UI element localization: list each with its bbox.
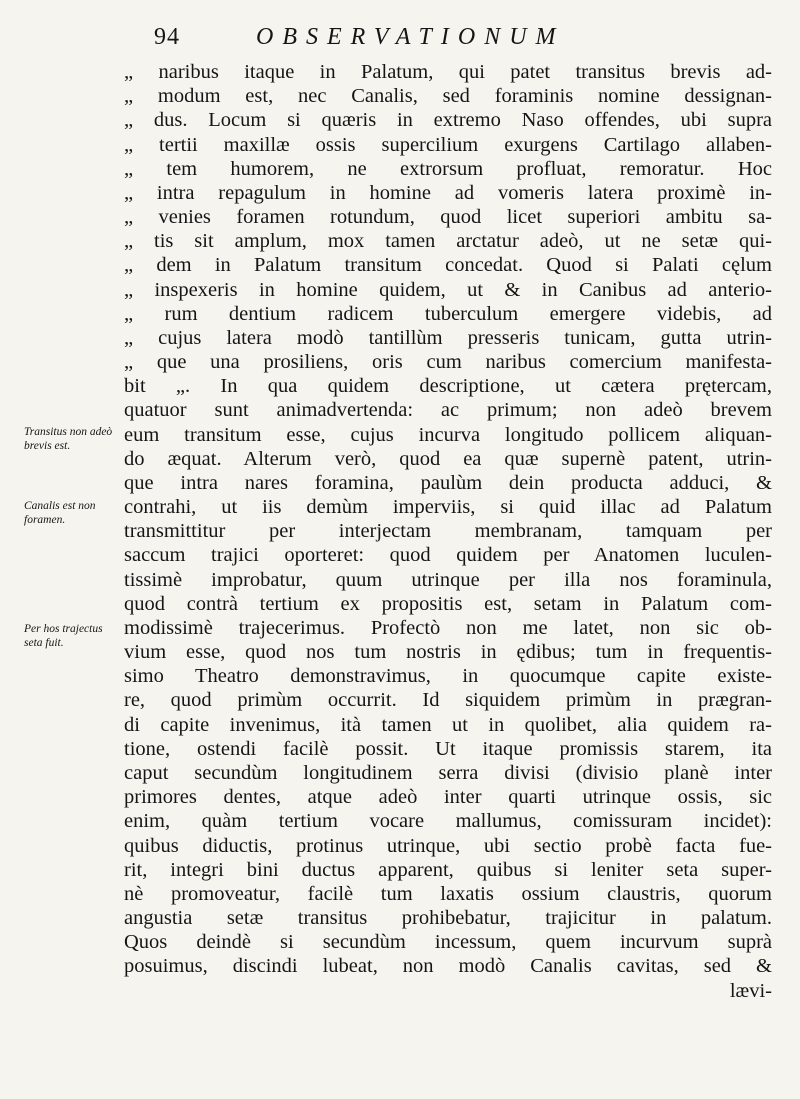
text-line: „ tertii maxillæ ossis supercilium exurgens Cartilago allaben- <box>124 133 772 156</box>
margin-note: Per hos trajectus seta fuit. <box>24 623 103 649</box>
text-line: „ tis sit amplum, mox tamen arctatur adeò, ut ne setæ qui- <box>124 230 772 253</box>
text-line: eum transitum esse, cujus incurva longitudo pollicem aliquan- <box>124 423 772 446</box>
margin-note: Canalis est non foramen. <box>24 500 96 526</box>
text-line: enim, quàm tertium vocare mallumus, comissuram incidet): <box>124 810 772 833</box>
text-line: rit, integri bini ductus apparent, quibus si leniter seta super- <box>124 858 772 881</box>
text-line: transmittitur per interjectam membranam, tamquam per <box>124 520 772 543</box>
text-line: „ dus. Locum si quæris in extremo Naso offendes, ubi supra <box>124 109 772 132</box>
page-header <box>148 22 788 58</box>
body-text <box>124 60 772 1003</box>
text-line: quatuor sunt animadvertenda: ac primum; non adeò brevem <box>124 399 772 422</box>
text-line: „ venies foramen rotundum, quod licet superiori ambitu sa- <box>124 206 772 229</box>
text-line: do æquat. Alterum verò, quod ea quæ supernè patent, utrin- <box>124 447 772 470</box>
text-line: „ modum est, nec Canalis, sed foraminis nomine dessignan- <box>124 85 772 108</box>
text-line: „ naribus itaque in Palatum, qui patet transitus brevis ad- <box>124 61 772 83</box>
text-line: di capite invenimus, ità tamen ut in quolibet, alia quidem ra- <box>124 713 772 736</box>
text-line: „ intra repagulum in homine ad vomeris latera proximè in- <box>124 181 772 204</box>
text-line: „ rum dentium radicem tuberculum emergere videbis, ad <box>124 302 772 325</box>
text-line: modissimè trajecerimus. Profectò non me latet, non sic ob- <box>124 616 772 639</box>
text-line: que intra nares foramina, paulùm dein producta adduci, & <box>124 471 772 494</box>
text-line: nè promoveatur, facilè tum laxatis ossium claustris, quorum <box>124 882 772 905</box>
text-line: primores dentes, atque adeò inter quarti utrinque ossis, sic <box>124 786 772 809</box>
margin-note: Transitus non adeò brevis est. <box>24 426 113 452</box>
text-line: „ cujus latera modò tantillùm presseris tunicam, gutta utrin- <box>124 326 772 349</box>
text-line: „ tem humorem, ne extrorsum profluat, remoratur. Hoc <box>124 157 772 180</box>
text-line: quibus diductis, protinus utrinque, ubi sectio probè facta fue- <box>124 834 772 857</box>
text-line: simo Theatro demonstravimus, in quocumque capite existe- <box>124 665 772 688</box>
text-line: tione, ostendi facilè possit. Ut itaque promissis starem, ita <box>124 737 772 760</box>
text-line: „ que una prosiliens, oris cum naribus comercium manifesta- <box>124 351 772 374</box>
text-line: saccum trajici oporteret: quod quidem per Anatomen luculen- <box>124 544 772 567</box>
running-head: OBSERVATIONUM <box>256 24 565 50</box>
text-line: bit „. In qua quidem descriptione, ut cætera prętercam, <box>124 375 772 398</box>
page-number: 94 <box>154 24 180 50</box>
text-line: re, quod primùm occurrit. Id siquidem primùm in prægran- <box>124 689 772 712</box>
text-line: contrahi, ut iis demùm imperviis, si quid illac ad Palatum <box>124 496 772 519</box>
text-line: lævi- <box>729 979 772 1002</box>
text-line: „ dem in Palatum transitum concedat. Quod si Palati cęlum <box>124 254 772 277</box>
text-line: tissimè improbatur, quum utrinque per illa nos foraminula, <box>124 568 772 591</box>
text-line: angustia setæ transitus prohibebatur, trajicitur in palatum. <box>124 907 772 930</box>
text-line: Quos deindè si secundùm incessum, quem incurvum suprà <box>124 931 772 954</box>
text-line: posuimus, discindi lubeat, non modò Canalis cavitas, sed & <box>124 955 772 978</box>
text-line: caput secundùm longitudinem serra divisi (divisio planè inter <box>124 761 772 784</box>
text-line: vium esse, quod nos tum nostris in ędibus; tum in frequentis- <box>124 641 772 664</box>
text-line: „ inspexeris in homine quidem, ut & in Canibus ad anterio- <box>124 278 772 301</box>
text-line: quod contrà tertium ex propositis est, setam in Palatum com- <box>124 592 772 615</box>
